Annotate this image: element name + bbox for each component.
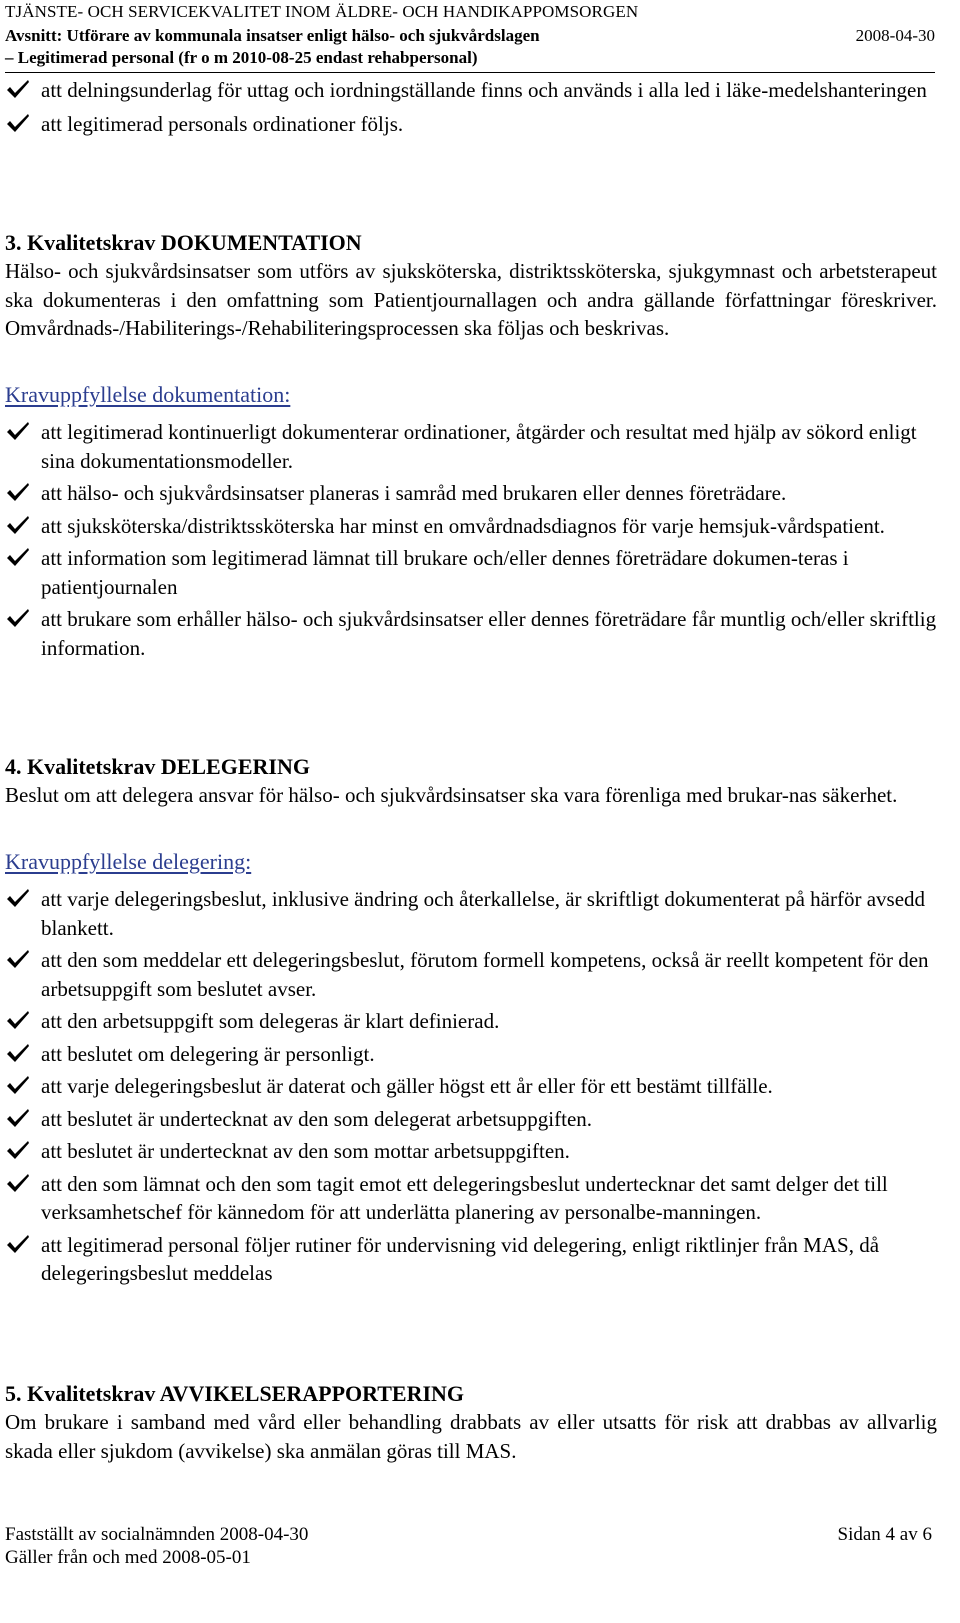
documentation-checklist [5,418,940,662]
checkmark-icon [5,78,31,100]
section-paragraph: Om brukare i samband med vård eller behandling drabbats av eller utsatts för risk att drabbas av allvarlig skada eller sjukdom (avvikelse) ska anmälan göras till MAS. [5,1410,937,1463]
header-date: 2008-04-30 [855,26,935,45]
list-item: att legitimerad personal följer rutiner för undervisning vid delegering, enligt riktlinjer från MAS, då delegeringsbeslut meddelas [5,1231,940,1288]
requirement-heading: Kravuppfyllelse delegering: [5,849,252,874]
header-subtitle: – Legitimerad personal (fr o m 2010-08-25 endast rehabpersonal) [5,48,478,67]
list-item: att beslutet är undertecknat av den som delegerat arbetsuppgiften. [5,1105,940,1134]
checkmark-icon [5,887,31,909]
list-item: att legitimerad kontinuerligt dokumenterar ordinationer, åtgärder och resultat med hjälp av sökord enligt sina dokumentationsmodeller. [5,418,940,475]
checkmark-icon [5,1074,31,1096]
section-paragraph: Hälso- och sjukvårdsinsatser som utförs av sjuksköterska, distriktssköterska, sjukgymnast och arbetsterapeut ska dokumenteras i den omfattning som Patientjournallagen och andra gällande författningar föreskriver. Omvårdnads-/Habiliterings-/Rehabiliteringsprocessen ska följas och beskrivas. [5,259,937,340]
section-heading: 4. Kvalitetskrav DELEGERING [5,754,310,779]
list-item: att sjuksköterska/distriktssköterska har minst en omvårdnadsdiagnos för varje hemsjuk-vårdspatient. [5,512,940,541]
list-item: att varje delegeringsbeslut, inklusive ändring och återkallelse, är skriftligt dokumenterat på härför avsedd blankett. [5,885,940,942]
header-section [5,26,935,46]
checkmark-icon [5,1009,31,1031]
delegation-checklist [5,885,940,1288]
checkmark-icon [5,514,31,536]
checkmark-icon [5,420,31,442]
list-item: att brukare som erhåller hälso- och sjukvårdsinsatser eller dennes företrädare får muntlig och/eller skriftlig information. [5,605,940,662]
list-item: att den som lämnat och den som tagit emot ett delegeringsbeslut undertecknar det samt delger det till verksamhetschef för kännedom för att underlätta planering av personalbe-manningen. [5,1170,940,1227]
checkmark-icon [5,607,31,629]
list-item: att beslutet om delegering är personligt. [5,1040,940,1069]
list-item: att hälso- och sjukvårdsinsatser planeras i samråd med brukaren eller dennes företrädare. [5,479,940,508]
checkmark-icon [5,1233,31,1255]
list-item: att den som meddelar ett delegeringsbeslut, förutom formell kompetens, också är reellt kompetent för den arbetsuppgift som beslutet avser. [5,946,940,1003]
checkmark-icon [5,546,31,568]
footer-valid-from: Gäller från och med 2008-05-01 [5,1547,251,1568]
section-heading: 5. Kvalitetskrav AVVIKELSERAPPORTERING [5,1381,465,1406]
checkmark-icon [5,481,31,503]
list-item: att information som legitimerad lämnat till brukare och/eller dennes företrädare dokumen-teras i patientjournalen [5,544,940,601]
list-item: att varje delegeringsbeslut är daterat och gäller högst ett år eller för ett bestämt tillfälle. [5,1072,940,1101]
list-item: att legitimerad personals ordinationer följs. [5,110,940,139]
footer-page-number: Sidan 4 av 6 [837,1524,932,1545]
section-heading: 3. Kvalitetskrav DOKUMENTATION [5,230,362,255]
list-item: att delningsunderlag för uttag och iordningställande finns och används i alla led i läke-medelshanteringen [5,76,940,105]
header-divider [5,72,935,73]
checkmark-icon [5,1042,31,1064]
intro-checklist [5,76,940,138]
list-item: att beslutet är undertecknat av den som mottar arbetsuppgiften. [5,1137,940,1166]
checkmark-icon [5,948,31,970]
header-section-label: Avsnitt: Utförare av kommunala insatser enligt hälso- och sjukvårdslagen [5,26,540,45]
section-paragraph: Beslut om att delegera ansvar för hälso- och sjukvårdsinsatser ska vara förenliga med brukar-nas säkerhet. [5,783,898,807]
checkmark-icon [5,1107,31,1129]
footer-established: Fastställt av socialnämnden 2008-04-30 [5,1524,309,1545]
checkmark-icon [5,1139,31,1161]
requirement-heading: Kravuppfyllelse dokumentation: [5,382,291,407]
header-title: TJÄNSTE- OCH SERVICEKVALITET INOM ÄLDRE- OCH HANDIKAPPOMSORGEN [5,2,639,21]
checkmark-icon [5,112,31,134]
checkmark-icon [5,1172,31,1194]
list-item: att den arbetsuppgift som delegeras är klart definierad. [5,1007,940,1036]
